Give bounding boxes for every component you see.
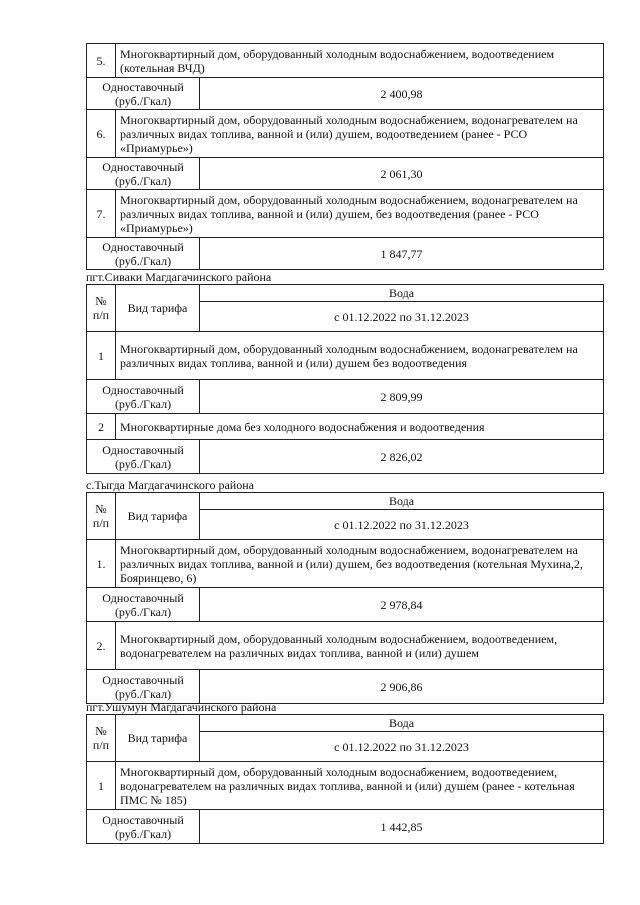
rate-value: 2 906,86 xyxy=(200,670,604,704)
section-title-ushumun: пгт.Ушумун Магдагачинского района xyxy=(86,700,277,714)
num-header: № п/п xyxy=(87,715,116,762)
row-description: Многоквартирный дом, оборудованный холодным водоснабжением, водонагревателем на различных видах топлива, ванной и (или) душем, без водоотведения (ранее - РСО «Приамурье») xyxy=(116,190,604,238)
rate-value: 1 847,77 xyxy=(200,238,604,270)
rate-value: 1 442,85 xyxy=(200,810,604,844)
row-description: Многоквартирный дом, оборудованный холодным водоснабжением, водоотведением (котельная ВЧД) xyxy=(116,44,604,78)
row-number: 1 xyxy=(87,762,116,810)
rate-value: 2 061,30 xyxy=(200,158,604,190)
row-number: 2. xyxy=(87,622,116,670)
rate-value: 2 400,98 xyxy=(200,78,604,110)
rate-value: 2 809,99 xyxy=(200,380,604,414)
row-number: 1 xyxy=(87,332,116,380)
water-header: Вода xyxy=(200,493,604,510)
num-header: № п/п xyxy=(87,493,116,540)
tariff-type-header: Вид тарифа xyxy=(116,493,200,540)
row-description: Многоквартирный дом, оборудованный холодным водоснабжением, водоотведением, водонагревателем на различных видах топлива, ванной и (или) душем xyxy=(116,622,604,670)
num-header: № п/п xyxy=(87,285,116,332)
tariff-type-header: Вид тарифа xyxy=(116,715,200,762)
rate-label: Одноставочный (руб./Гкал) xyxy=(87,380,200,414)
water-header: Вода xyxy=(200,715,604,732)
row-number: 7. xyxy=(87,190,116,238)
tariff-table-continued xyxy=(86,43,604,270)
water-header: Вода xyxy=(200,285,604,302)
period-header: с 01.12.2022 по 31.12.2023 xyxy=(200,732,604,762)
rate-label: Одноставочный (руб./Гкал) xyxy=(87,440,200,474)
rate-label: Одноставочный (руб./Гкал) xyxy=(87,78,200,110)
row-number: 5. xyxy=(87,44,116,78)
rate-label: Одноставочный (руб./Гкал) xyxy=(87,588,200,622)
rate-label: Одноставочный (руб./Гкал) xyxy=(87,238,200,270)
rate-label: Одноставочный (руб./Гкал) xyxy=(87,810,200,844)
row-number: 1. xyxy=(87,540,116,588)
tariff-table-ushumun xyxy=(86,714,604,844)
row-number: 6. xyxy=(87,110,116,158)
tariff-table-sivaki xyxy=(86,284,604,474)
row-description: Многоквартирный дом, оборудованный холодным водоснабжением, водоотведением, водонагревателем на различных видах топлива, ванной и (или) душем (ранее - котельная ПМС № 185) xyxy=(116,762,604,810)
row-description: Многоквартирные дома без холодного водоснабжения и водоотведения xyxy=(116,414,604,440)
tariff-type-header: Вид тарифа xyxy=(116,285,200,332)
row-description: Многоквартирный дом, оборудованный холодным водоснабжением, водонагревателем на различных видах топлива, ванной и (или) душем, без водоотведения (котельная Мухина,2, Бояринцево, 6) xyxy=(116,540,604,588)
tariff-table-tygda xyxy=(86,492,604,704)
rate-value: 2 978,84 xyxy=(200,588,604,622)
period-header: с 01.12.2022 по 31.12.2023 xyxy=(200,510,604,540)
section-title-sivaki: пгт.Сиваки Магдагачинского района xyxy=(86,270,272,284)
row-description: Многоквартирный дом, оборудованный холодным водоснабжением, водонагревателем на различных видах топлива, ванной и (или) душем, водоотведением (ранее - РСО «Приамурье») xyxy=(116,110,604,158)
period-header: с 01.12.2022 по 31.12.2023 xyxy=(200,302,604,332)
row-description: Многоквартирный дом, оборудованный холодным водоснабжением, водонагревателем на различных видах топлива, ванной и (или) душем без водоотведения xyxy=(116,332,604,380)
row-number: 2 xyxy=(87,414,116,440)
rate-label: Одноставочный (руб./Гкал) xyxy=(87,670,200,704)
section-title-tygda: с.Тыгда Магдагачинского района xyxy=(86,478,254,492)
rate-value: 2 826,02 xyxy=(200,440,604,474)
rate-label: Одноставочный (руб./Гкал) xyxy=(87,158,200,190)
